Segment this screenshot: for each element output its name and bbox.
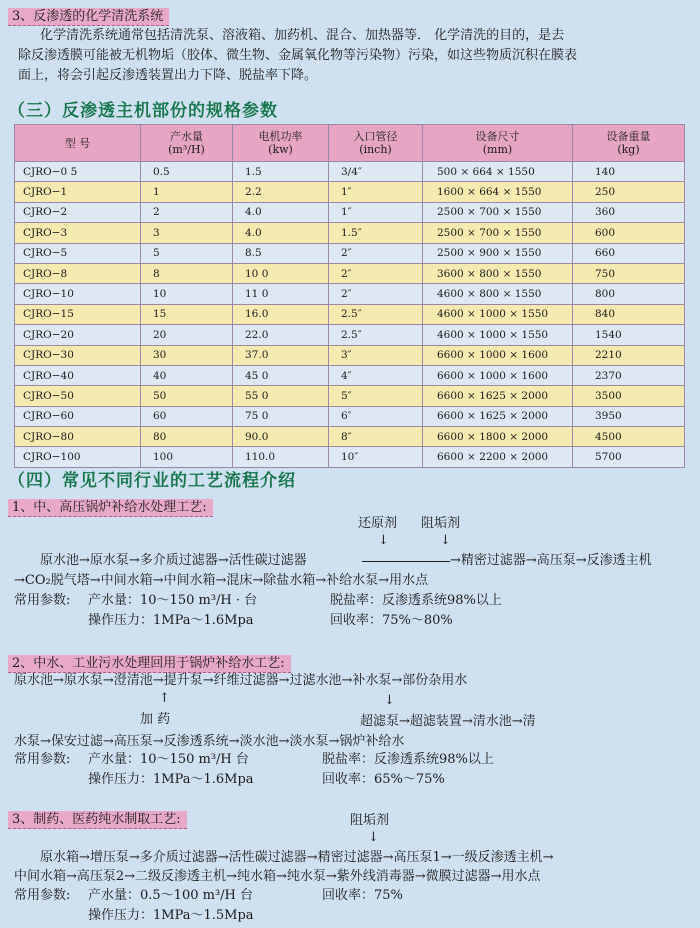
cell-weight: 2370 xyxy=(573,365,685,385)
cell-model: CJRO−40 xyxy=(15,365,141,385)
cell-weight: 800 xyxy=(573,284,685,304)
cell-model: CJRO−3 xyxy=(15,223,141,243)
cell-power: 45 0 xyxy=(233,365,329,385)
cell-flow: 5 xyxy=(141,243,233,263)
cell-power: 11 0 xyxy=(233,284,329,304)
process3-antiscalant-label: 阻垢剂 xyxy=(350,813,390,828)
spec-table-body xyxy=(15,162,685,468)
process-section-title: （四）常见不同行业的工艺流程介绍 xyxy=(8,471,296,491)
cell-pipe: 10″ xyxy=(329,447,423,467)
cell-pipe: 2.5″ xyxy=(329,304,423,324)
cell-power: 10 0 xyxy=(233,263,329,283)
cell-power: 55 0 xyxy=(233,386,329,406)
cell-flow: 0.5 xyxy=(141,162,233,182)
process1-pressure: 操作压力：1MPa～1.6Mpa xyxy=(88,613,254,628)
cell-flow: 40 xyxy=(141,365,233,385)
cell-weight: 250 xyxy=(573,182,685,202)
header-flow: 产水量 (m³/H) xyxy=(141,125,233,162)
spec-table-row xyxy=(15,202,685,222)
cell-pipe: 2″ xyxy=(329,263,423,283)
spec-table-row xyxy=(15,345,685,365)
cell-dimensions: 1600 × 664 × 1550 xyxy=(423,182,573,202)
cell-power: 4.0 xyxy=(233,223,329,243)
cell-dimensions: 2500 × 700 × 1550 xyxy=(423,202,573,222)
cell-model: CJRO−100 xyxy=(15,447,141,467)
cell-model: CJRO−8 xyxy=(15,263,141,283)
process1-heading-label: 1、中、高压锅炉补给水处理工艺: xyxy=(8,499,213,517)
spec-table-row xyxy=(15,406,685,426)
header-pipe: 入口管径 (inch) xyxy=(329,125,423,162)
spec-table-row xyxy=(15,365,685,385)
cell-model: CJRO−5 xyxy=(15,243,141,263)
process3-heading-label: 3、制药、医药纯水制取工艺: xyxy=(8,811,187,829)
cell-model: CJRO−30 xyxy=(15,345,141,365)
process1-heading xyxy=(8,496,213,517)
process1-antiscalant-label: 阻垢剂 xyxy=(421,516,461,531)
cell-pipe: 3″ xyxy=(329,345,423,365)
cell-weight: 5700 xyxy=(573,447,685,467)
cell-model: CJRO−15 xyxy=(15,304,141,324)
cell-power: 1.5 xyxy=(233,162,329,182)
spec-table-row xyxy=(15,386,685,406)
process2-ultrafilter-arrow: ↓ xyxy=(384,693,395,708)
cell-pipe: 2″ xyxy=(329,243,423,263)
cell-power: 90.0 xyxy=(233,427,329,447)
header-model: 型 号 xyxy=(15,125,141,162)
spec-table-row xyxy=(15,447,685,467)
cell-dimensions: 2500 × 900 × 1550 xyxy=(423,243,573,263)
spec-table-row xyxy=(15,223,685,243)
cell-pipe: 1″ xyxy=(329,202,423,222)
cell-model: CJRO−60 xyxy=(15,406,141,426)
process3-flow-line2: 中间水箱→高压泵2→二级反渗透主机→纯水箱→纯水泵→紫外线消毒器→微膜过滤器→用水点 xyxy=(14,869,541,884)
cell-pipe: 2″ xyxy=(329,284,423,304)
cell-weight: 2210 xyxy=(573,345,685,365)
cell-weight: 1540 xyxy=(573,325,685,345)
cell-flow: 15 xyxy=(141,304,233,324)
header-dimensions: 设备尺寸 (mm) xyxy=(423,125,573,162)
cell-power: 22.0 xyxy=(233,325,329,345)
process1-reducer-label: 还原剂 xyxy=(358,516,398,531)
cell-flow: 20 xyxy=(141,325,233,345)
cell-weight: 360 xyxy=(573,202,685,222)
process2-flow-line3: 水泵→保安过滤→高压泵→反渗透系统→淡水池→淡水泵→锅炉补给水 xyxy=(14,734,405,749)
cell-dimensions: 3600 × 800 × 1550 xyxy=(423,263,573,283)
cell-power: 37.0 xyxy=(233,345,329,365)
spec-table xyxy=(14,124,685,468)
cell-model: CJRO−20 xyxy=(15,325,141,345)
spec-table-row xyxy=(15,427,685,447)
process3-params-label: 常用参数: xyxy=(14,888,71,903)
spec-table-row xyxy=(15,284,685,304)
cell-flow: 30 xyxy=(141,345,233,365)
cell-weight: 600 xyxy=(573,223,685,243)
cell-dimensions: 4600 × 1000 × 1550 xyxy=(423,325,573,345)
cell-power: 4.0 xyxy=(233,202,329,222)
cell-model: CJRO−0 5 xyxy=(15,162,141,182)
cell-model: CJRO−80 xyxy=(15,427,141,447)
cell-weight: 660 xyxy=(573,243,685,263)
cell-power: 75 0 xyxy=(233,406,329,426)
spec-table-row xyxy=(15,182,685,202)
cell-dimensions: 4600 × 1000 × 1550 xyxy=(423,304,573,324)
cell-weight: 3500 xyxy=(573,386,685,406)
cell-weight: 4500 xyxy=(573,427,685,447)
process3-recovery: 回收率：75% xyxy=(322,888,403,903)
cell-pipe: 1″ xyxy=(329,182,423,202)
process2-dosing-label: 加 药 xyxy=(140,712,171,727)
process3-antiscalant-arrow: ↓ xyxy=(368,830,379,845)
cell-model: CJRO−50 xyxy=(15,386,141,406)
cell-power: 8.5 xyxy=(233,243,329,263)
process2-flow-rate: 产水量：10～150 m³/H 台 xyxy=(88,752,249,767)
spec-table-row xyxy=(15,243,685,263)
cell-power: 2.2 xyxy=(233,182,329,202)
spec-table-row xyxy=(15,304,685,324)
cell-dimensions: 6600 × 1000 × 1600 xyxy=(423,345,573,365)
process1-desalination: 脱盐率：反渗透系统98%以上 xyxy=(330,593,502,608)
cell-dimensions: 6600 × 1000 × 1600 xyxy=(423,365,573,385)
cell-dimensions: 6600 × 2200 × 2000 xyxy=(423,447,573,467)
process2-recovery: 回收率：65%～75% xyxy=(322,772,445,787)
cell-weight: 140 xyxy=(573,162,685,182)
process1-flow-line2: →CO₂脱气塔→中间水箱→中间水箱→混床→除盐水箱→补给水泵→用水点 xyxy=(14,573,429,588)
process2-flow-line2: 超滤泵→超滤装置→清水池→清 xyxy=(360,714,536,729)
cell-flow: 50 xyxy=(141,386,233,406)
spec-table-row xyxy=(15,263,685,283)
process1-flow-line1a: 原水池→原水泵→多介质过滤器→活性碳过滤器 xyxy=(40,553,307,568)
cell-dimensions: 6600 × 1625 × 2000 xyxy=(423,386,573,406)
cell-pipe: 5″ xyxy=(329,386,423,406)
cell-flow: 2 xyxy=(141,202,233,222)
header-weight: 设备重量 (kg) xyxy=(573,125,685,162)
cell-flow: 10 xyxy=(141,284,233,304)
cell-power: 110.0 xyxy=(233,447,329,467)
cell-model: CJRO−10 xyxy=(15,284,141,304)
cell-dimensions: 6600 × 1625 × 2000 xyxy=(423,406,573,426)
process2-heading xyxy=(8,652,291,673)
cell-model: CJRO−2 xyxy=(15,202,141,222)
process2-params-label: 常用参数: xyxy=(14,752,71,767)
cell-pipe: 6″ xyxy=(329,406,423,426)
cell-weight: 750 xyxy=(573,263,685,283)
process1-antiscalant-arrow: ↓ xyxy=(440,533,451,548)
process3-flow-rate: 产水量：0.5～100 m³/H 台 xyxy=(88,888,254,903)
chem-clean-heading xyxy=(8,5,169,26)
process1-flow-line1b: →精密过滤器→高压泵→反渗透主机 xyxy=(450,553,652,568)
process3-flow-line1: 原水箱→增压泵→多介质过滤器→活性碳过滤器→精密过滤器→高压泵1→一级反渗透主机→ xyxy=(40,850,554,865)
cell-flow: 80 xyxy=(141,427,233,447)
process1-recovery: 回收率：75%～80% xyxy=(330,613,453,628)
chem-clean-para-line2: 除反渗透膜可能被无机物垢（胶体、微生物、金属氧化物等污染物）污染，如这些物质沉积在膜表 xyxy=(18,48,578,63)
process2-pressure: 操作压力：1MPa～1.6Mpa xyxy=(88,772,254,787)
cell-pipe: 8″ xyxy=(329,427,423,447)
cell-flow: 3 xyxy=(141,223,233,243)
spec-section-title: （三）反渗透主机部份的规格参数 xyxy=(8,101,278,121)
cell-power: 16.0 xyxy=(233,304,329,324)
process2-heading-label: 2、中水、工业污水处理回用于锅炉补给水工艺: xyxy=(8,655,291,673)
process1-connector-line xyxy=(362,561,450,562)
cell-model: CJRO−1 xyxy=(15,182,141,202)
process3-pressure: 操作压力：1MPa～1.5Mpa xyxy=(88,908,254,923)
process1-flow-rate: 产水量：10～150 m³/H · 台 xyxy=(88,593,258,608)
cell-flow: 100 xyxy=(141,447,233,467)
cell-flow: 60 xyxy=(141,406,233,426)
spec-table-row xyxy=(15,325,685,345)
cell-weight: 3950 xyxy=(573,406,685,426)
cell-dimensions: 4600 × 800 × 1550 xyxy=(423,284,573,304)
cell-weight: 840 xyxy=(573,304,685,324)
cell-pipe: 2.5″ xyxy=(329,325,423,345)
process2-desalination: 脱盐率：反渗透系统98%以上 xyxy=(322,752,494,767)
cell-flow: 8 xyxy=(141,263,233,283)
process3-heading xyxy=(8,808,187,829)
spec-table-row xyxy=(15,162,685,182)
process1-reducer-arrow: ↓ xyxy=(378,533,389,548)
cell-pipe: 3/4″ xyxy=(329,162,423,182)
cell-dimensions: 500 × 664 × 1550 xyxy=(423,162,573,182)
chem-clean-para-line1: 化学清洗系统通常包括清洗泵、溶液箱、加药机、混合、加热器等． 化学清洗的目的，是去 xyxy=(40,28,565,43)
cell-pipe: 4″ xyxy=(329,365,423,385)
cell-pipe: 1.5″ xyxy=(329,223,423,243)
spec-table-header-row xyxy=(15,125,685,162)
cell-dimensions: 2500 × 700 × 1550 xyxy=(423,223,573,243)
header-power: 电机功率 (kw) xyxy=(233,125,329,162)
cell-flow: 1 xyxy=(141,182,233,202)
chem-clean-para-line3: 面上，将会引起反渗透装置出力下降、脱盐率下降。 xyxy=(18,68,318,83)
cell-dimensions: 6600 × 1800 × 2000 xyxy=(423,427,573,447)
process2-dosing-arrow: ↑ xyxy=(159,691,170,706)
chem-clean-heading-label: 3、反渗透的化学清洗系统 xyxy=(8,8,169,26)
process1-params-label: 常用参数: xyxy=(14,593,71,608)
process2-flow-line1: 原水池→原水泵→澄清池→提升泵→纤维过滤器→过滤水池→补水泵→部份杂用水 xyxy=(14,673,468,688)
